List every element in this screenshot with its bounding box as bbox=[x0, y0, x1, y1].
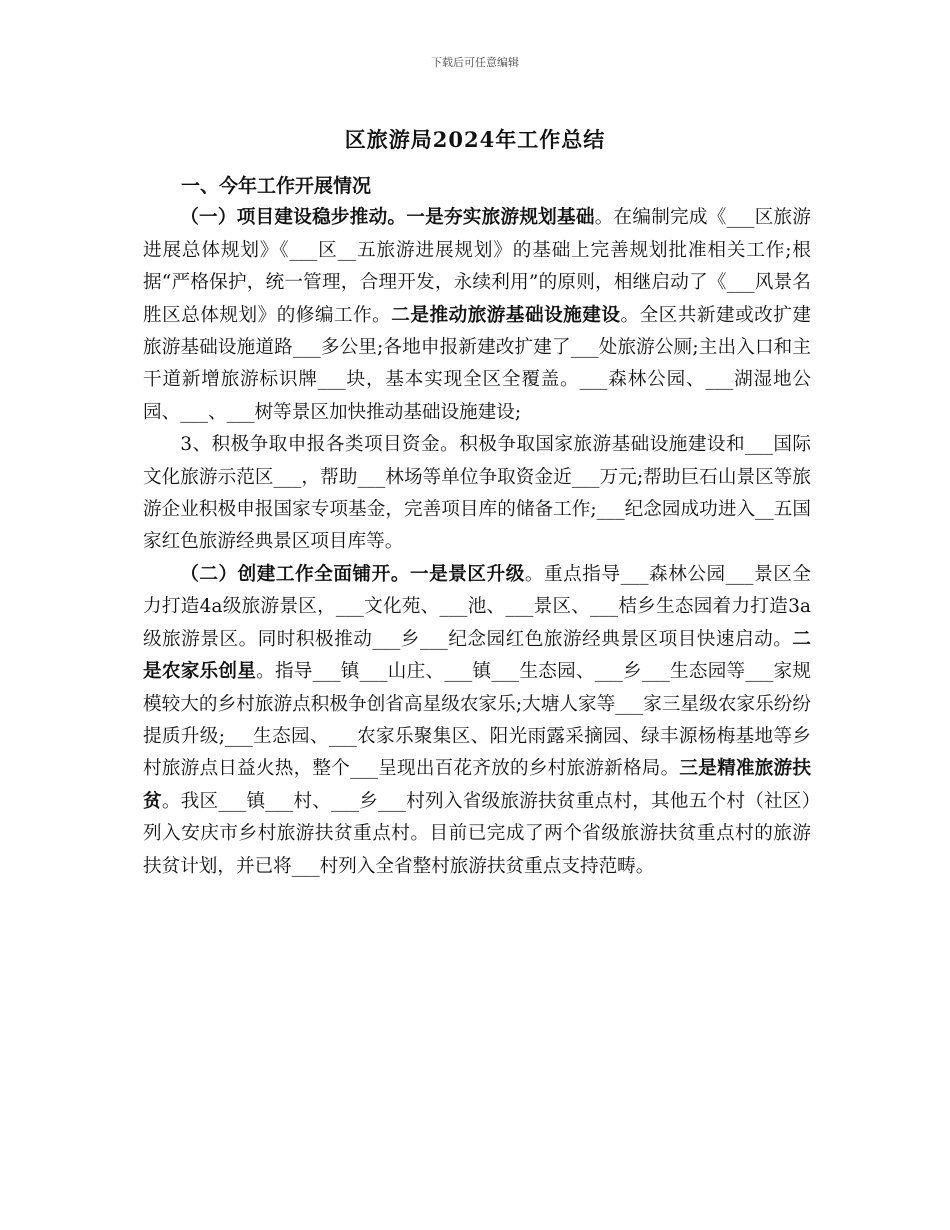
paragraph-text: 。全区共新建或改扩建旅游基础设施道路___多公里;各地申报新建改扩建了___处旅游公厕;主出入口和主干道新增旅游标识牌___块，基本实现全区全覆盖。___森林公园、___湖湿地公园、___、___树等景区加快推动基础设施建设; bbox=[143, 304, 811, 423]
document-body bbox=[143, 170, 811, 883]
page-header: 下载后可任意编辑 bbox=[431, 56, 519, 69]
bold-lead-5: 三是精准旅游扶贫 bbox=[143, 758, 811, 812]
paragraph-project-construction bbox=[143, 202, 811, 429]
bold-lead-1: （一）项目建设稳步推动。一是夯实旅游规划基础 bbox=[180, 207, 595, 229]
paragraph-text: 。我区___镇___村、___乡___村列入省级旅游扶贫重点村，其他五个村（社区）列入安庆市乡村旅游扶贫重点村。目前已完成了两个省级旅游扶贫重点村的旅游扶贫计划，并已将___村列入全省整村旅游扶贫重点支持范畴。 bbox=[143, 790, 811, 877]
bold-lead-2: 二是推动旅游基础设施建设 bbox=[391, 304, 621, 326]
paragraph-text: 。重点指导___森林公园___景区全力打造4a级旅游景区，___文化苑、___池、___景区、___桔乡生态园着力打造3a级旅游景区。同时积极推动___乡___纪念园红色旅游经典景区项目快速启动。 bbox=[143, 563, 811, 650]
paragraph-project-funding bbox=[143, 429, 811, 559]
bold-lead-3: （二）创建工作全面铺开。一是景区升级 bbox=[180, 563, 525, 585]
paragraph-creation-work bbox=[143, 559, 811, 883]
section-heading: 一、今年工作开展情况 bbox=[181, 175, 372, 197]
paragraph-text: 。在编制完成《___区旅游进展总体规划》《___区__五旅游进展规划》的基础上完善规划批准相关工作;根据“严格保护，统一管理，合理开发，永续利用”的原则，相继启动了《___风景名胜区总体规划》的修编工作。 bbox=[143, 207, 811, 326]
bold-lead-4: 二是农家乐创星 bbox=[143, 628, 811, 683]
paragraph-text: 。指导___镇___山庄、___镇___生态园、___乡___生态园等___家规模较大的乡村旅游点积极争创省高星级农家乐;大塘人家等___家三星级农家乐纷纷提质升级;___生态园、___农家乐聚集区、阳光雨露采摘园、绿丰源杨梅基地等乡村旅游点日益火热，整个___呈现出百花齐放的乡村旅游新格局。 bbox=[143, 661, 811, 780]
document-title: 区旅游局2024年工作总结 bbox=[344, 127, 606, 152]
paragraph-text: 3、积极争取申报各类项目资金。积极争取国家旅游基础设施建设和___国际文化旅游示范区___，帮助___林场等单位争取资金近___万元;帮助巨石山景区等旅游企业积极申报国家专项基金，完善项目库的储备工作;___纪念园成功进入__五国家红色旅游经典景区项目库等。 bbox=[143, 434, 811, 553]
